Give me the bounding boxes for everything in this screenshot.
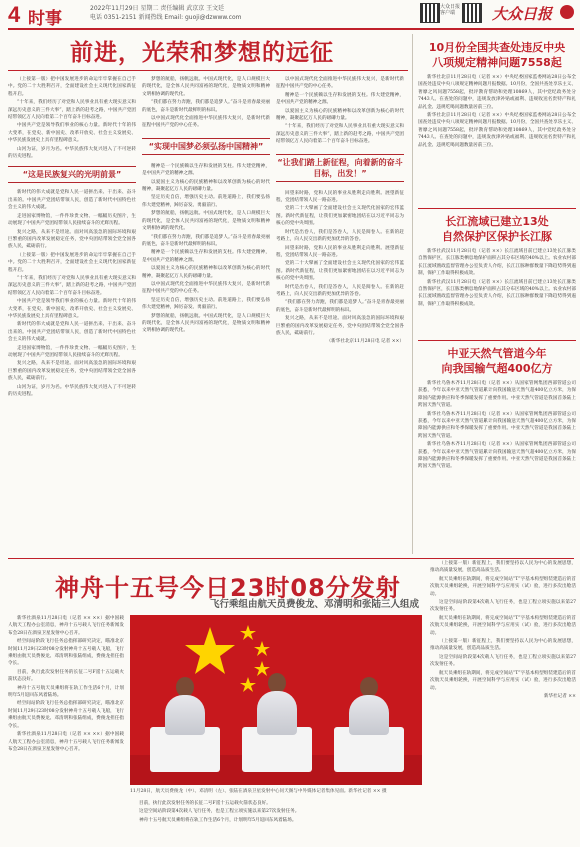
column-divider xyxy=(412,34,413,554)
paragraph: 以爱国主义为核心的民族精神和以改革创新为核心的时代精神，凝聚起亿万人民的磅礴力量。 xyxy=(276,108,404,122)
title-rule xyxy=(8,70,408,71)
paragraph: 回望来时路，党和人民的事业从胜利走向胜利。展望新征程，党团结带领人民一路奋进。 xyxy=(276,245,404,258)
main-column-2 xyxy=(142,76,270,554)
paragraph: （上接第一版）把中国发展进步的命运牢牢掌握在自己手中。党的二十大胜利召开，全面建设社会主义现代化国家新征程开启。 xyxy=(8,77,136,97)
paragraph: 航天员乘组在轨期间，将完成空间站“T”字基本构型组装建造后的首次航天员乘组轮换，开展空间科学与应用实（试）验，进行多次出舱活动。 xyxy=(430,670,576,691)
astronaut-center xyxy=(257,691,297,735)
right-story-2-body xyxy=(418,248,576,338)
paragraph: 走进国家博物馆，一件件珍贵文物、一幅幅历史图片，生动展现了中国共产党团结带领人民接续奋斗的光辉历程。 xyxy=(8,345,136,358)
paragraph: 神舟十五号航天员乘组将在轨工作生活6个月，计划明年5月返回东风着陆场。 xyxy=(8,685,124,699)
paragraph: 精神是一个民族赖以生存和发展的支柱。伟大建党精神，是中国共产党的精神之源。 xyxy=(142,250,270,263)
right-story-1-title-line2: 八项规定精神问题7558起 xyxy=(432,56,562,69)
paragraph: 精神是一个民族赖以生存和发展的支柱。伟大建党精神，是中国共产党的精神之源。 xyxy=(142,163,270,177)
qr-code-icon xyxy=(462,3,482,23)
paragraph: 新华社乌鲁木齐11月28日电（记者 ××）从国家管网集团西部管道公司获悉，今年以来中亚天然气管道累计向我国输送天然气超400亿立方米，为保障国内能源供应和冬季保暖发挥了重要作用。中亚天然气管道是我国首条陆上跨国天然气管道。 xyxy=(418,411,576,439)
main-column-1 xyxy=(8,76,136,554)
paragraph: 复兴之路，从来不是坦途。面对风高浪急的国际环境和艰巨繁重的国内改革发展稳定任务，党中央团结带领全党全国各族人民，砥砺前行。 xyxy=(8,229,136,250)
paragraph: 航天员乘组在轨期间，将完成空间站“T”字基本构型组装建造后的首次航天员乘组轮换，开展空间科学与应用实（试）验，进行多次出舱活动。 xyxy=(430,576,576,597)
paragraph: 经空间站阶段飞行任务总指挥部研究决定，瞄准北京时间11月29日23时08分发射神舟十五号载人飞船，飞行乘组由航天员费俊龙、邓清明和张陆组成，费俊龙担任指令长。 xyxy=(8,639,124,667)
paragraph: 回望来时路，党和人民的事业从胜利走向胜利。展望新征程，党团结带领人民一路奋进。 xyxy=(276,190,404,204)
qr-code-icon xyxy=(420,3,440,23)
right-story-1-body xyxy=(418,74,576,204)
astronauts-photo xyxy=(130,615,422,785)
astronaut-right xyxy=(349,695,389,735)
paragraph: 新时代的伟大成就是党和人民一道拼出来、干出来、奋斗出来的。中国共产党团结带领人民，创造了新时代中国特色社会主义的伟大成就。 xyxy=(8,190,136,211)
paragraph: 神舟十五号航天员乘组将在轨工作生活6个月，计划明年5月返回东风着陆场。 xyxy=(139,817,297,823)
story-divider xyxy=(418,340,576,341)
paragraph: 新华社酒泉11月28日电（记者 ×× ××）据中国载人航天工程办公室消息，神舟十五号载人飞行任务新闻发布会28日在酒泉卫星发射中心召开。 xyxy=(8,732,124,752)
main-column-3 xyxy=(276,76,404,554)
paragraph: 时代是出卷人，我们是答卷人，人民是阅卷人。在新的赶考路上，向人民交出新的更加优异的答卷。 xyxy=(276,284,404,297)
paragraph: 山河为证，岁月为名。中华民族伟大复兴进入了不可逆转的历史进程。 xyxy=(8,146,136,160)
bottom-subheadline: 飞行乘组由航天员费俊龙、邓清明和张陆三人组成 xyxy=(210,599,420,610)
page-number: 4 xyxy=(8,2,21,27)
paragraph: 新华社乌鲁木齐11月28日电（记者 ××）从国家管网集团西部管道公司获悉，今年以来中亚天然气管道累计向我国输送天然气超400亿立方米，为保障国内能源供应和冬季保暖发挥了重要作用。中亚天然气管道是我国首条陆上跨国天然气管道。 xyxy=(418,381,576,409)
paragraph: （上接第一版）新征程上，我们要坚持以人民为中心的发展思想，推动高质量发展，创造高品质生活。 xyxy=(430,639,576,652)
paragraph: 新华社北京11月28日电（记者 ××）中央纪委国家监委网站28日公布全国查处违反中央八项规定精神问题月报数据。10月份，全国共查处享乐主义、奢靡之风问题7558起，批评教育帮助和处理10869人，其中党纪政务处分7443人。在查处的问题中，违规发放津补贴或福利、违规收送名贵特产和礼品礼金、违规吃喝问题数量居前三位。 xyxy=(418,75,576,110)
bottom-headline: 神舟十五号今日23时08分发射 xyxy=(55,574,401,602)
paragraph: “我们都在努力奔跑，我们都是追梦人。”奋斗是青春最亮丽的底色，奋斗是新时代最鲜明的标识。 xyxy=(142,234,270,247)
paragraph: 航天员乘组在轨期间，将完成空间站“T”字基本构型组装建造后的首次航天员乘组轮换，开展空间科学与应用实（试）验，进行多次出舱活动。 xyxy=(430,615,576,636)
main-headline: 前进，光荣和梦想的远征 xyxy=(70,40,334,66)
paragraph: 新华社武汉11月28日电（记者 ××）长江流域目前已建立13处长江豚类自然保护区，长江豚类栖息地保护面积占其分布区域的40%以上。农业农村部长江流域渔政监督管理办公室负责人介绍，长江江豚种群数量下降趋势得到遏制，保护工作取得积极成效。 xyxy=(418,249,576,277)
header-meta-line1: 2022年11月29日 星期二 责任编辑 武京京 王文廷 xyxy=(90,5,225,12)
paragraph: 新华社乌鲁木齐11月28日电（记者 ××）从国家管网集团西部管道公司获悉，今年以来中亚天然气管道累计向我国输送天然气超400亿立方米，为保障国内能源供应和冬季保暖发挥了重要作用。中亚天然气管道是我国首条陆上跨国天然气管道。 xyxy=(418,442,576,470)
right-story-3-body xyxy=(418,380,576,550)
paragraph: 这是空间站阶段第4次载人飞行任务，也是工程立项实施以来第27次发射任务。 xyxy=(139,809,300,815)
photo-caption: 11月28日，航天员费俊龙（中）、邓清明（左）、张陆在酒泉卫星发射中心问天阁与中外媒体记者集体见面。新华社记者 ×× 摄 xyxy=(130,789,387,794)
paragraph: 新华社北京11月28日电（记者 ××）中央纪委国家监委网站28日公布全国查处违反中央八项规定精神问题月报数据。10月份，全国共查处享乐主义、奢靡之风问题7558起，批评教育帮助和处理10869人，其中党纪政务处分7443人。在查处的问题中，违规发放津补贴或福利、违规收送名贵特产和礼品礼金、违规吃喝问题数量居前三位。 xyxy=(418,113,576,148)
right-story-1 xyxy=(418,40,576,204)
paragraph: 新华社记者 ×× xyxy=(543,693,576,699)
right-story-3 xyxy=(418,346,576,550)
header-rule xyxy=(8,28,574,30)
paragraph: （上接第一版）把中国发展进步的命运牢牢掌握在自己手中。党的二十大胜利召开，全面建设社会主义现代化国家新征程开启。 xyxy=(8,252,136,273)
section-rule xyxy=(8,558,574,559)
paragraph: 新时代的伟大成就是党和人民一道拼出来、干出来、奋斗出来的。中国共产党团结带领人民，创造了新时代中国特色社会主义的伟大成就。 xyxy=(8,322,136,343)
subheading-2: “实现中国梦必须弘扬中国精神” xyxy=(142,138,270,155)
paragraph: 梦想的航船，扬帆远航。中国式现代化，是人口规模巨大的现代化，是全体人民共同富裕的现代化，是物质文明和精神文明相协调的现代化。 xyxy=(142,313,270,334)
subheading-1: “这是民族复兴的光明前景” xyxy=(8,166,136,183)
paragraph: 中国共产党是领导我们事业的核心力量。新时代十年的伟大变革，在党史、新中国史、改革开放史、社会主义发展史、中华民族发展史上具有里程碑意义。 xyxy=(8,299,136,319)
paragraph: 新华社酒泉11月28日电（记者 ×× ××）据中国载人航天工程办公室消息，神舟十五号载人飞行任务新闻发布会28日在酒泉卫星发射中心召开。 xyxy=(8,616,124,636)
astronaut-center-head xyxy=(268,673,286,693)
paragraph: 坚定历史自信，增强历史主动。前进道路上，我们要弘扬伟大建党精神，踔厉奋发、勇毅前行。 xyxy=(142,195,270,208)
newspaper-logo: 大众日报 xyxy=(492,5,553,23)
paragraph: 经空间站阶段飞行任务总指挥部研究决定，瞄准北京时间11月29日23时08分发射神舟十五号载人飞船，飞行乘组由航天员费俊龙、邓清明和张陆组成，费俊龙担任指令长。 xyxy=(8,701,124,729)
dateline: （新华社北京11月28日电 记者 ××） xyxy=(326,339,404,345)
story-divider xyxy=(418,208,576,209)
astronaut-right-head xyxy=(360,677,378,697)
paragraph: 以中国式现代化全面推进中华民族伟大复兴，是新时代新征程中国共产党的中心任务。 xyxy=(276,77,404,90)
paragraph: 时代是出卷人，我们是答卷人，人民是阅卷人。在新的赶考路上，向人民交出新的更加优异的答卷。 xyxy=(276,229,404,243)
right-story-2 xyxy=(418,214,576,338)
paragraph: 新华社武汉11月28日电（记者 ××）长江流域目前已建立13处长江豚类自然保护区，长江豚类栖息地保护面积占其分布区域的40%以上。农业农村部长江流域渔政监督管理办公室负责人介绍，长江江豚种群数量下降趋势得到遏制，保护工作取得积极成效。 xyxy=(418,279,576,307)
paragraph: “我们都在努力奔跑，我们都是追梦人。”奋斗是青春最亮丽的底色，奋斗是新时代最鲜明的标识。 xyxy=(142,100,270,113)
right-story-2-title-line2: 自然保护区保护长江豚 xyxy=(442,230,552,243)
logo-emblem-icon xyxy=(560,5,574,19)
header-meta xyxy=(90,4,310,22)
paragraph: 以中国式现代化全面推进中华民族伟大复兴，是新时代新征程中国共产党的中心任务。 xyxy=(142,281,270,295)
paragraph: 山河为证，岁月为名。中华民族伟大复兴进入了不可逆转的历史进程。 xyxy=(8,384,136,398)
paragraph: 以中国式现代化全面推进中华民族伟大复兴，是新时代新征程中国共产党的中心任务。 xyxy=(142,116,270,129)
paragraph: “十年来，我们经历了对党和人民事业具有重大现实意义和深远历史意义的三件大事”，踏上新的赶考之路，中国共产党团结带领亿万人民向着第二个百年奋斗目标奋进。 xyxy=(276,124,404,145)
paragraph: 精神是一个民族赖以生存和发展的支柱。伟大建党精神，是中国共产党的精神之源。 xyxy=(276,92,404,106)
qr-caption-1: 大众日报 客户端 xyxy=(440,4,461,16)
right-story-2-title-line1: 长江流域已建立13处 xyxy=(445,215,549,228)
right-story-1-title-line1: 10月份全国共查处违反中央 xyxy=(428,41,566,54)
page-header xyxy=(0,0,580,30)
right-story-3-title-line1: 中亚天然气管道今年 xyxy=(447,347,547,360)
paragraph: 目前，执行此次发射任务的长征二号F遥十五运载火箭状态良好。 xyxy=(8,669,124,683)
paragraph: 以爱国主义为核心的民族精神和以改革创新为核心的时代精神，凝聚起亿万人民的磅礴力量。 xyxy=(142,266,270,279)
right-story-3-title-line2: 向我国输气超400亿方 xyxy=(441,362,553,375)
paragraph: 以爱国主义为核心的民族精神和以改革创新为核心的时代精神，凝聚起亿万人民的磅礴力量。 xyxy=(142,179,270,193)
bottom-right-column xyxy=(430,560,576,843)
bottom-left-column xyxy=(8,615,124,843)
paragraph: （上接第一版）新征程上，我们要坚持以人民为中心的发展思想，推动高质量发展，创造高品质生活。 xyxy=(430,561,576,574)
paragraph: 复兴之路，从来不是坦途。面对风高浪急的国际环境和艰巨繁重的国内改革发展稳定任务，党中央团结带领全党全国各族人民，砥砺前行。 xyxy=(8,361,136,382)
paragraph: 党的二十大擘画了全面建设社会主义现代化国家的宏伟蓝图。新时代新征程，让我们更加紧密地团结在以习近平同志为核心的党中央周围。 xyxy=(276,206,404,227)
paragraph: 走进国家博物馆，一件件珍贵文物、一幅幅历史图片，生动展现了中国共产党团结带领人民接续奋斗的光辉历程。 xyxy=(8,213,136,227)
paragraph: 党的二十大擘画了全面建设社会主义现代化国家的宏伟蓝图。新时代新征程，让我们更加紧密地团结在以习近平同志为核心的党中央周围。 xyxy=(276,261,404,282)
paragraph: 目前，执行此次发射任务的长征二号F遥十五运载火箭状态良好。 xyxy=(139,801,271,806)
section-name: 时事 xyxy=(28,9,62,28)
paragraph: 梦想的航船，扬帆远航。中国式现代化，是人口规模巨大的现代化，是全体人民共同富裕的现代化，是物质文明和精神文明相协调的现代化。 xyxy=(142,77,270,97)
paragraph: “十年来，我们经历了对党和人民事业具有重大现实意义和深远历史意义的三件大事”，踏上新的赶考之路，中国共产党团结带领亿万人民向着第二个百年奋斗目标奋进。 xyxy=(8,275,136,296)
astronaut-left-head xyxy=(176,677,194,697)
paragraph: 复兴之路，从来不是坦途。面对风高浪急的国际环境和艰巨繁重的国内改革发展稳定任务，党中央团结带领全党全国各族人民，砥砺前行。 xyxy=(276,316,404,336)
astronaut-left xyxy=(165,695,205,735)
bottom-middle-text xyxy=(130,800,422,844)
paragraph: 坚定历史自信，增强历史主动。前进道路上，我们要弘扬伟大建党精神，踔厉奋发、勇毅前行。 xyxy=(142,297,270,311)
paragraph: 这是空间站阶段第4次载人飞行任务，也是工程立项实施以来第27次发射任务。 xyxy=(430,600,576,613)
subheading-3: “让我们踏上新征程，向着新的奋斗目标，出发！” xyxy=(276,154,404,182)
paragraph: “十年来，我们经历了对党和人民事业具有重大现实意义和深远历史意义的三件大事”，踏上新的赶考之路，中国共产党团结带领亿万人民向着第二个百年奋斗目标奋进。 xyxy=(8,100,136,121)
paragraph: “我们都在努力奔跑，我们都是追梦人。”奋斗是青春最亮丽的底色，奋斗是新时代最鲜明的标识。 xyxy=(276,300,404,313)
paragraph: 梦想的航船，扬帆远航。中国式现代化，是人口规模巨大的现代化，是全体人民共同富裕的现代化，是物质文明和精神文明相协调的现代化。 xyxy=(142,211,270,232)
header-meta-line2: 电话 0351-2151 新闻热线 Email: guoji@dzwww.com xyxy=(90,14,242,21)
paragraph: 中国共产党是领导我们事业的核心力量。新时代十年的伟大变革，在党史、新中国史、改革开放史、社会主义发展史、中华民族发展史上具有里程碑意义。 xyxy=(8,123,136,144)
paragraph: 这是空间站阶段第4次载人飞行任务，也是工程立项实施以来第27次发射任务。 xyxy=(430,654,576,668)
